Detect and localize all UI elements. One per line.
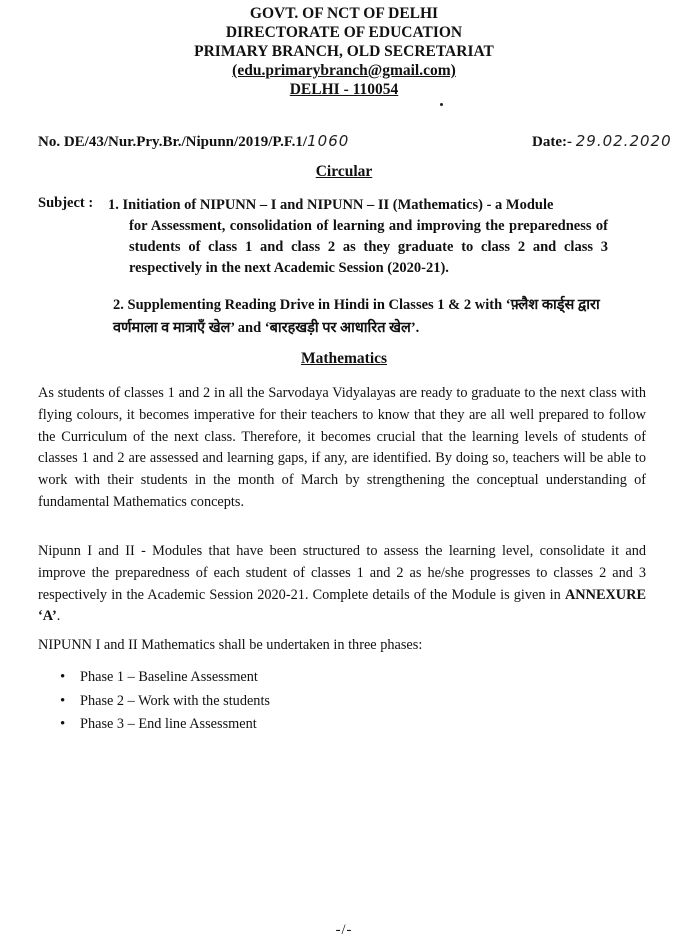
section-title: Mathematics	[300, 350, 388, 367]
subject-item-1-rest: for Assessment, consolidation of learning and improving the preparedness of students of class 1 and class 2 as they graduate to class 2 and class 3 respectively in the next Academic Session (2020-21).	[129, 218, 608, 276]
letterhead	[0, 4, 688, 99]
date-handwritten: 29.02.2020	[575, 132, 672, 150]
reference-handwritten-number: 1060	[307, 132, 350, 150]
list-item: • Phase 1 – Baseline Assessment	[60, 666, 270, 690]
page-footer: -/-	[335, 922, 353, 938]
date-field	[532, 132, 672, 151]
stray-dot	[440, 103, 443, 106]
email-line: (edu.primarybranch@gmail.com)	[232, 62, 456, 79]
date-label: Date:-	[532, 134, 572, 150]
subject-item-1	[108, 195, 608, 279]
phases-list	[60, 666, 270, 737]
govt-line: GOVT. OF NCT OF DELHI	[249, 5, 439, 22]
reference-prefix: No. DE/43/Nur.Pry.Br./Nipunn/2019/P.F.1/	[38, 134, 308, 150]
list-item: • Phase 2 – Work with the students	[60, 690, 270, 714]
paragraph-2-text: Nipunn I and II - Modules that have been structured to assess the learning level, consolidate it and improve the preparedness of each student of classes 1 and 2 as he/she progresses to classes 2 and 3 respectively in the Academic Session 2020-21. Complete details of the Module is given in	[38, 543, 646, 603]
subject-item-2: 2. Supplementing Reading Drive in Hindi in Classes 1 & 2 with ‘फ़्लैश कार्ड्स द्वारा वर्णमाला व मात्राएँ खेल’ and ‘बारहखड़ी पर आधारित खेल’.	[113, 297, 600, 336]
subject-label: Subject :	[38, 195, 94, 211]
city-line: DELHI - 110054	[289, 81, 399, 98]
branch-line: PRIMARY BRANCH, OLD SECRETARIAT	[194, 43, 494, 60]
circular-title: Circular	[315, 163, 373, 180]
paragraph-1: As students of classes 1 and 2 in all the Sarvodaya Vidyalayas are ready to graduate to the next class with flying colours, it becomes imperative for their teachers to know that they are all well prepared to follow the Curriculum of the next class. Therefore, it becomes crucial that the learning levels of students of classes 1 and 2 are assessed and learning gaps, if any, are identified. By doing so, teachers will be able to work with their students in the month of March by strengthening the conceptual understanding of fundamental Mathematics concepts.	[38, 385, 646, 510]
directorate-line: DIRECTORATE OF EDUCATION	[225, 24, 463, 41]
paragraph-2	[38, 541, 646, 628]
subject-item-1-first: 1. Initiation of NIPUNN – I and NIPUNN – II (Mathematics) - a Module	[108, 197, 554, 213]
reference-number	[38, 132, 349, 151]
reference-line	[38, 132, 672, 154]
list-item: • Phase 3 – End line Assessment	[60, 713, 270, 737]
annexure-reference: ANNEXURE ‘A’	[38, 586, 646, 625]
paragraph-3: NIPUNN I and II Mathematics shall be undertaken in three phases:	[38, 637, 423, 653]
paragraph-2-end: .	[56, 608, 61, 625]
